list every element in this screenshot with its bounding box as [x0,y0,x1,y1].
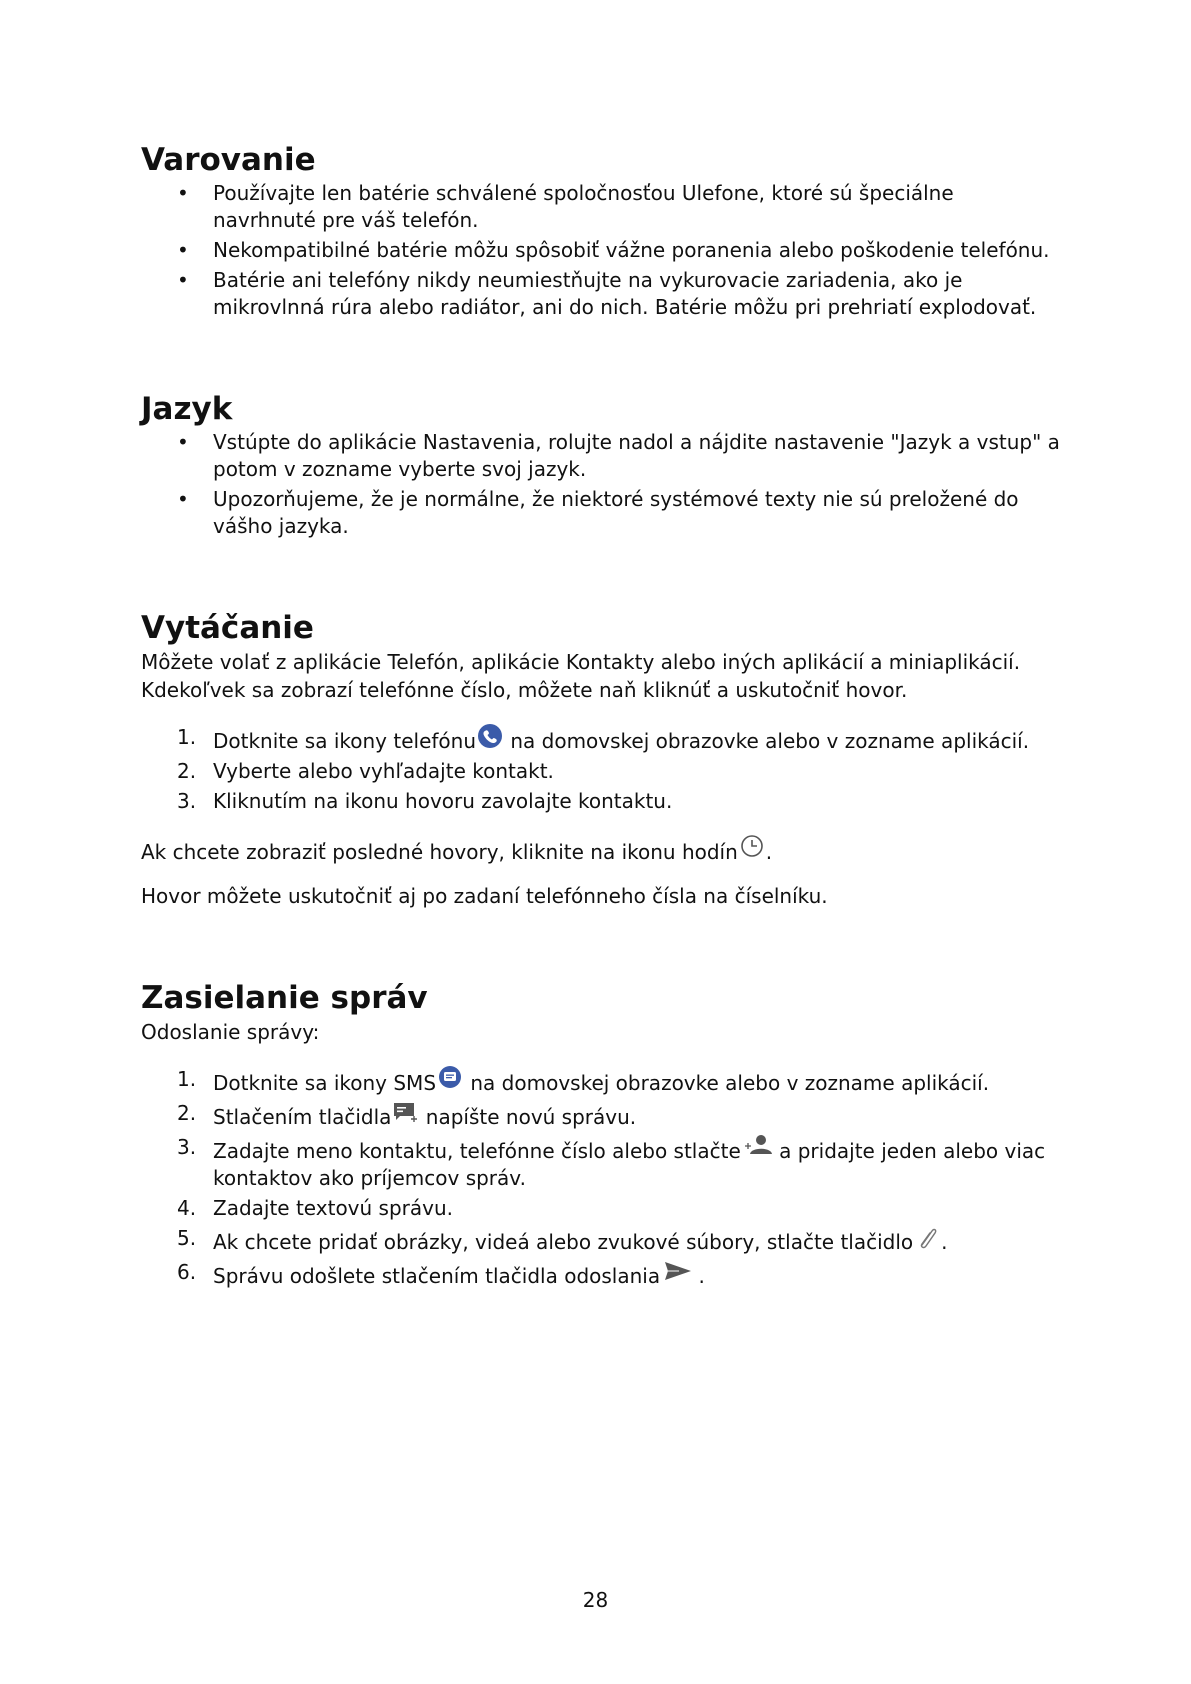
section-vytacanie [141,608,1061,910]
list-number: 3. [177,1135,197,1159]
step-text: Stlačením tlačidla [213,1105,392,1129]
step-text: Ak chcete pridať obrázky, videá alebo zvukové súbory, stlačte tlačidlo [213,1230,914,1254]
section-title: Jazyk [141,391,233,427]
step-text: napíšte novú správu. [419,1105,637,1129]
paperclip-icon [914,1225,940,1251]
list-number: 4. [177,1196,197,1220]
send-icon [661,1259,691,1285]
sms-icon [437,1066,463,1092]
page-content [141,140,1061,1290]
step-text: Dotknite sa ikony telefónu [213,729,476,753]
section-jazyk [141,389,1061,540]
list-item [141,788,1061,815]
bullet-list [141,429,1061,540]
list-item: • Upozorňujeme, že je normálne, že niektoré systémové texty nie sú preložené do vášho jazyka. [141,486,1061,540]
list-item [141,1066,1061,1097]
intro-paragraph: Môžete volať z aplikácie Telefón, aplikácie Kontakty alebo iných aplikácií a miniaplikácií. Kdekoľvek sa zobrazí telefónne číslo, môžete naň kliknúť a uskutočniť hovor. [141,650,1021,702]
numbered-list [141,1066,1061,1290]
list-item [141,1100,1061,1131]
step-text: Kliknutím na ikonu hovoru zavolajte kontaktu. [213,789,673,813]
list-item: • Nekompatibilné batérie môžu spôsobiť vážne poranenia alebo poškodenie telefónu. [141,237,1061,264]
phone-icon [477,724,503,750]
list-number: 2. [177,1101,197,1125]
paragraph-text: . [765,840,773,864]
list-number: 1. [177,725,197,749]
list-number: 2. [177,759,197,783]
list-item: • Batérie ani telefóny nikdy neumiestňujte na vykurovacie zariadenia, ako je mikrovlnná rúra alebo radiátor, ani do nich. Batérie môžu pri prehriatí explodovať. [141,267,1061,321]
section-sms [141,978,1061,1290]
step-text: Zadajte meno kontaktu, telefónne číslo alebo stlačte [213,1139,741,1163]
section-title: Varovanie [141,142,316,178]
recent-calls-paragraph [141,835,1061,866]
paragraph-text: Ak chcete zobraziť posledné hovory, kliknite na ikonu hodín [141,840,738,864]
list-number: 6. [177,1260,197,1284]
list-item: • Vstúpte do aplikácie Nastavenia, rolujte nadol a nájdite nastavenie "Jazyk a vstup" a potom v zozname vyberte svoj jazyk. [141,429,1061,483]
list-number: 1. [177,1067,197,1091]
list-item [141,1134,1061,1192]
step-text: a pridajte jeden alebo viac kontaktov ako príjemcov správ. [213,1139,1046,1190]
list-item [141,1195,1061,1222]
intro-paragraph: Odoslanie správy: [141,1020,320,1044]
step-text: na domovskej obrazovke alebo v zozname aplikácií. [504,729,1030,753]
step-text: Zadajte textovú správu. [213,1196,454,1220]
step-text: Správu odošlete stlačením tlačidla odoslania [213,1264,661,1288]
numbered-list [141,724,1061,815]
page-number: 28 [582,1588,609,1612]
dialpad-paragraph: Hovor môžete uskutočniť aj po zadaní telefónneho čísla na číselníku. [141,884,828,908]
step-text: . [692,1264,705,1288]
add-contact-icon [742,1134,772,1160]
list-number: 5. [177,1226,197,1250]
list-item [141,758,1061,785]
clock-icon [739,835,765,861]
list-item: • Používajte len batérie schválené spoločnosťou Ulefone, ktoré sú špeciálne navrhnuté pre váš telefón. [141,180,1061,234]
section-title: Vytáčanie [141,610,314,646]
list-item [141,1259,1061,1290]
step-text: . [941,1230,948,1254]
step-text: Dotknite sa ikony SMS [213,1071,437,1095]
section-varovanie [141,140,1061,321]
section-title: Zasielanie správ [141,980,428,1016]
compose-icon [392,1100,418,1126]
step-text: na domovskej obrazovke alebo v zozname aplikácií. [464,1071,990,1095]
step-text: Vyberte alebo vyhľadajte kontakt. [213,759,554,783]
list-number: 3. [177,789,197,813]
list-item [141,1225,1061,1256]
list-item [141,724,1061,755]
bullet-list [141,180,1061,321]
